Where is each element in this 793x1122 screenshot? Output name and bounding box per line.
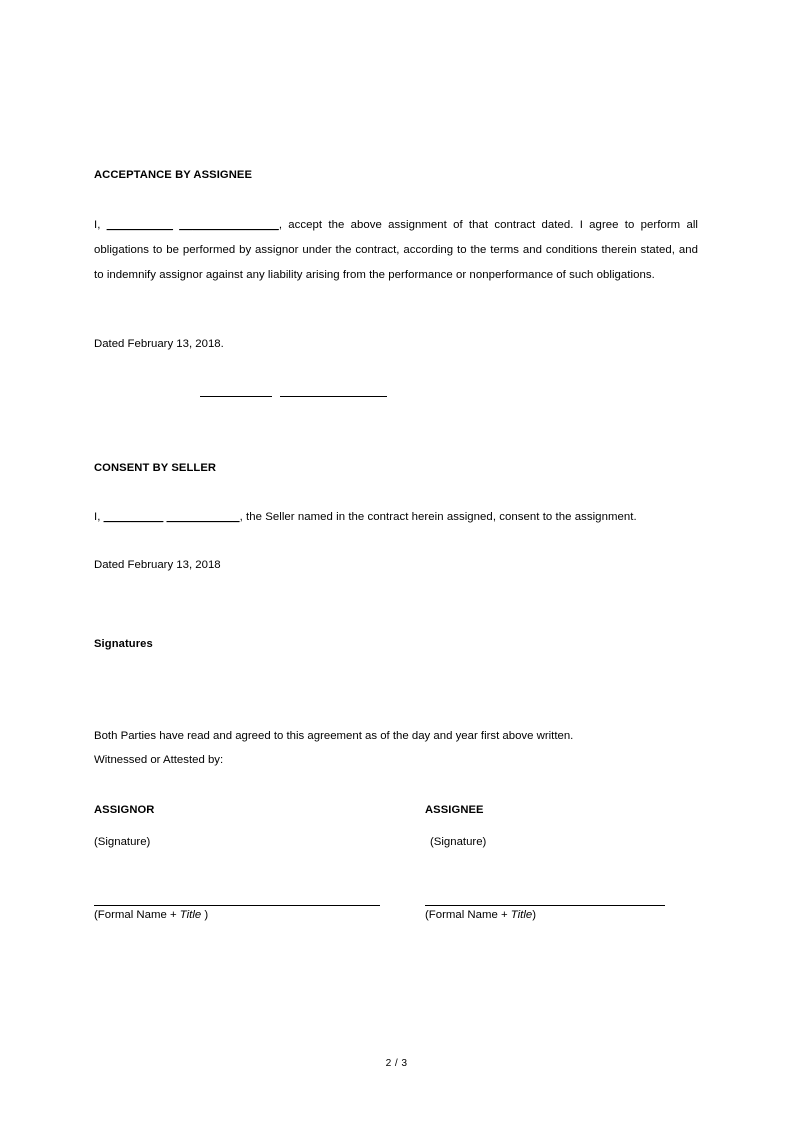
- acceptance-signature-rule: [200, 388, 388, 400]
- acceptance-by-assignee-heading: ACCEPTANCE BY ASSIGNEE: [94, 169, 253, 181]
- consent-body: , the Seller named in the contract herein assigned, consent to the assignment.: [239, 511, 637, 523]
- assignee-signature-caption: (Signature): [430, 836, 487, 848]
- assignee-heading: ASSIGNEE: [425, 804, 484, 816]
- signature-rule-segment-middle: [280, 396, 293, 397]
- assignor-formal-name-caption: [94, 906, 394, 921]
- page-number-footer: 2 / 3: [385, 1058, 408, 1069]
- acceptance-lead: I,: [94, 219, 101, 231]
- signatures-heading: Signatures: [94, 638, 153, 650]
- assignee-formal-prefix: (Formal Name +: [425, 909, 511, 921]
- assignor-formal-suffix: ): [201, 909, 209, 921]
- assignee-formal-title: Title: [510, 909, 533, 921]
- consent-blank-long: ___________: [166, 511, 240, 523]
- acceptance-blank-short: __________: [106, 219, 174, 231]
- consent-blank-short: _________: [103, 511, 164, 523]
- consent-date-line: Dated February 13, 2018: [94, 559, 221, 571]
- acceptance-date-line: Dated February 13, 2018.: [94, 338, 224, 350]
- witnessed-attested-label: Witnessed or Attested by:: [94, 754, 224, 766]
- assignee-formal-suffix: ): [532, 909, 536, 921]
- assignor-formal-prefix: (Formal Name +: [94, 909, 180, 921]
- acceptance-paragraph: [94, 213, 698, 288]
- consent-paragraph: [94, 505, 698, 530]
- acceptance-blank-long: _______________: [179, 219, 279, 231]
- assignee-formal-name-caption: [425, 906, 725, 921]
- assignor-signature-caption: (Signature): [94, 836, 151, 848]
- both-parties-statement: Both Parties have read and agreed to this agreement as of the day and year first above written.: [94, 730, 574, 742]
- consent-lead: I,: [94, 511, 101, 523]
- assignor-signature-block: [94, 804, 394, 921]
- assignor-formal-title: Title: [179, 909, 202, 921]
- acceptance-body: , accept the above assignment of that contract dated. I agree to perform all obligations to be performed by assignor under the contract, according to the terms and conditions therein stated, and to indemnify assignor against any liability arising from the performance or nonperformance of such obligations.: [94, 219, 699, 281]
- signature-rule-segment-left: [200, 396, 272, 397]
- signature-rule-segment-right: [293, 396, 387, 397]
- assignee-signature-block: [425, 804, 725, 921]
- assignor-heading: ASSIGNOR: [94, 804, 155, 816]
- consent-by-seller-heading: CONSENT BY SELLER: [94, 462, 217, 474]
